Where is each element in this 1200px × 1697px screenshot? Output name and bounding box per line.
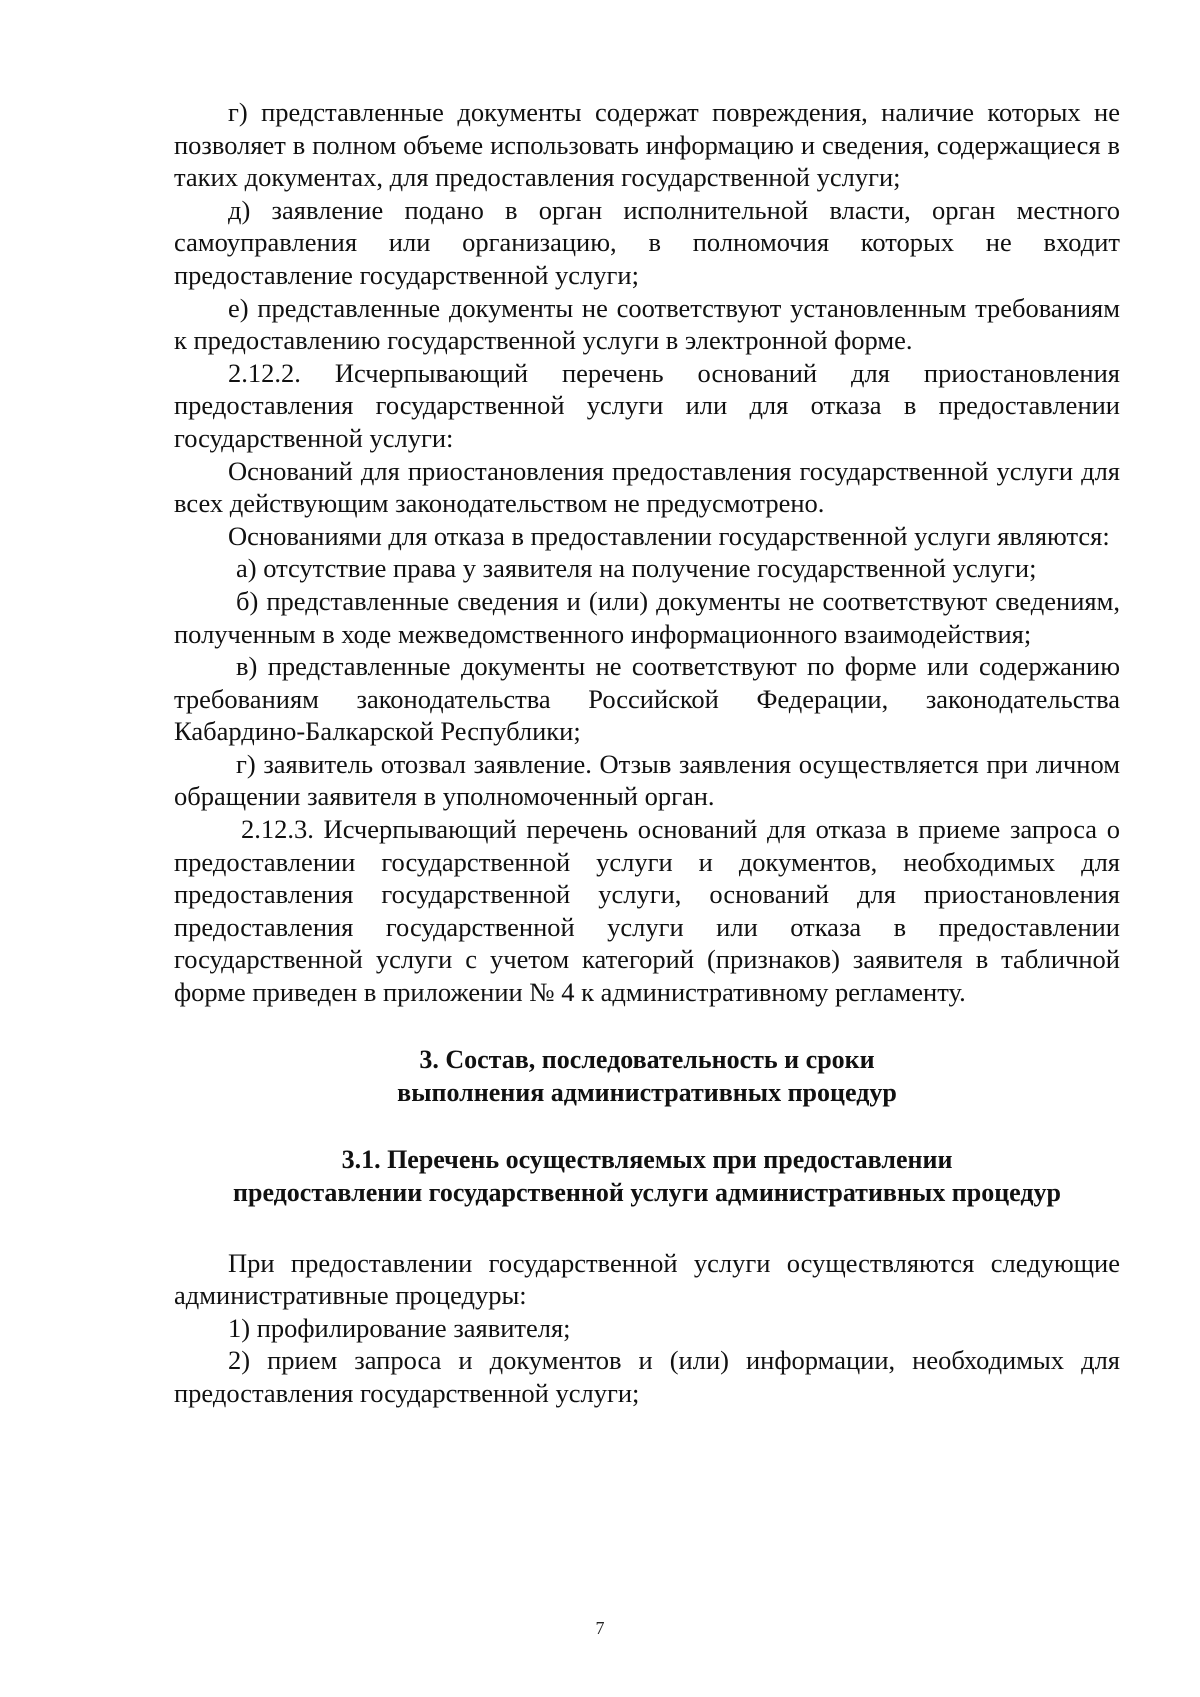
list-item-v-legislation: в) представленные документы не соответствуют по форме или содержанию требованиям законодательства Российской Федерации, законодательства Кабардино-Балкарской Республики;: [174, 651, 1120, 747]
list-item-1-profiling: 1) профилирование заявителя;: [228, 1312, 571, 1343]
section-3-1-heading-line1: 3.1. Перечень осуществляемых при предоставлении: [341, 1144, 953, 1174]
list-item-b-mismatch: б) представленные сведения и (или) документы не соответствуют сведениям, полученным в ходе межведомственного информационного взаимодействия;: [174, 585, 1120, 649]
paragraph-2-12-3: 2.12.3. Исчерпывающий перечень оснований для отказа в приеме запроса о предоставлении государственной услуги и документов, необходимых для предоставления государственной услуги, оснований для приостановления предоставления государственной услуги или отказа в предоставлении государственной услуги с учетом категорий (признаков) заявителя в табличной форме приведен в приложении № 4 к административному регламенту.: [174, 814, 1120, 1008]
paragraph-procedures-intro: При предоставлении государственной услуги осуществляются следующие административные процедуры:: [174, 1247, 1120, 1311]
section-3-1-heading: [174, 1143, 1120, 1209]
page-body: [174, 96, 1120, 1410]
section-3-heading: [174, 1043, 1120, 1109]
list-item-g-withdrawn: г) заявитель отозвал заявление. Отзыв заявления осуществляется при личном обращении заявителя в уполномоченный орган.: [174, 748, 1120, 812]
paragraph-d-wrong-authority: д) заявление подано в орган исполнительной власти, орган местного самоуправления или организацию, в полномочия которых не входит предоставление государственной услуги;: [174, 194, 1120, 290]
paragraph-e-electronic-requirements: е) представленные документы не соответствуют установленным требованиям к предоставлению государственной услуги в электронной форме.: [174, 292, 1120, 356]
paragraph-refusal-grounds-intro: Основаниями для отказа в предоставлении государственной услуги являются:: [228, 520, 1110, 551]
section-3-1-heading-line2: предоставлении государственной услуги административных процедур: [233, 1177, 1061, 1207]
page-number: 7: [595, 1618, 605, 1638]
paragraph-2-12-2: 2.12.2. Исчерпывающий перечень оснований для приостановления предоставления государственной услуги или для отказа в предоставлении государственной услуги:: [174, 357, 1120, 453]
paragraph-no-suspension-grounds: Оснований для приостановления предоставления государственной услуги для всех действующим законодательством не предусмотрено.: [174, 455, 1120, 519]
paragraph-g-damaged-documents: г) представленные документы содержат повреждения, наличие которых не позволяет в полном объеме использовать информацию и сведения, содержащиеся в таких документах, для предоставления государственной услуги;: [174, 97, 1120, 193]
list-item-2-intake: 2) прием запроса и документов и (или) информации, необходимых для предоставления государственной услуги;: [174, 1345, 1120, 1408]
section-3-heading-line2: выполнения административных процедур: [397, 1077, 897, 1107]
list-item-a-no-right: а) отсутствие права у заявителя на получение государственной услуги;: [236, 553, 1037, 584]
section-3-heading-line1: 3. Состав, последовательность и сроки: [419, 1044, 875, 1074]
